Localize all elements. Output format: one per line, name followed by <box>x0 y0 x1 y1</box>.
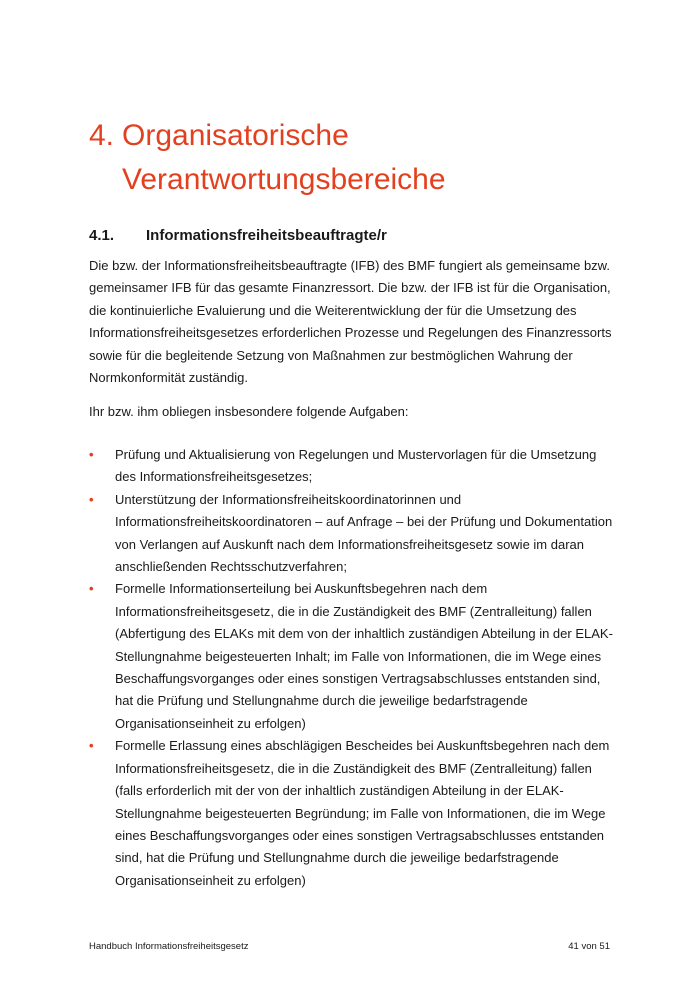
bullet-marker: • <box>89 447 94 462</box>
chapter-title <box>89 114 649 202</box>
list-item-text: Prüfung und Aktualisierung von Regelungen und Mustervorlagen für die Umsetzung des Informationsfreiheitsgesetzes; <box>115 447 597 485</box>
page-footer <box>89 940 610 954</box>
list-item-text: Formelle Erlassung eines abschlägigen Bescheides bei Auskunftsbegehren nach dem Informationsfreiheitsgesetz, die in die Zuständigkeit des BMF (Zentralleitung) fallen (falls erforderlich mit der von der inhaltlich zuständigen Abteilung in der ELAK-Stellungnahme beigesteuerten Begründung; im Falle von Informationen, die im Wege eines Beschaffungsvorganges oder eines sonstigen Vertragsabschlusses entstanden sind, hat die Prüfung und Stellungnahme durch die jeweilige bedarfstragende Organisationseinheit zu erfolgen) <box>115 738 610 888</box>
body-paragraph-ifb-role: Die bzw. der Informationsfreiheitsbeauftragte (IFB) des BMF fungiert als gemeinsame bzw. gemeinsamer IFB für das gesamte Finanzressort. Die bzw. der IFB ist für die Organisation, die kontinuierliche Evaluierung und die Weiterentwicklung der für die Umsetzung des Informationsfreiheitsgesetzes erforderlichen Prozesse und Regelungen des Finanzressorts sowie für die begleitende Setzung von Maßnahmen zur bestmöglichen Wahrung der Normkonformität zuständig. <box>89 258 612 386</box>
list-item-text: Unterstützung der Informationsfreiheitskoordinatorinnen und Informationsfreiheitskoordinatoren – auf Anfrage – bei der Prüfung und Dokumentation von Verlangen auf Auskunft nach dem Informationsfreiheitsgesetz sowie im daran anschließenden Rechtsschutzverfahren; <box>115 491 613 575</box>
task-list <box>89 444 619 892</box>
section-heading <box>89 225 619 247</box>
bullet-marker: • <box>89 581 94 597</box>
bullet-marker: • <box>89 738 94 754</box>
section-number: 4.1. <box>89 227 115 245</box>
list-item-text: Formelle Informationserteilung bei Auskunftsbegehren nach dem Informationsfreiheitsgesetz, die in die Zuständigkeit des BMF (Zentralleitung) fallen (Abfertigung des ELAKs mit dem von der inhaltlich zuständigen Abteilung in der ELAK-Stellungnahme beigesteuerten Inhalt; im Falle von Informationen, die im Wege eines Beschaffungsvorganges oder eines sonstigen Vertragsabschlusses entstanden sind, hat die Prüfung und Stellungnahme durch die jeweilige bedarfstragende Organisationseinheit zu erfolgen) <box>115 581 613 731</box>
chapter-number: 4. <box>89 119 115 153</box>
chapter-title-line2: Verantwortungsbereiche <box>122 163 446 197</box>
section-title: Informationsfreiheitsbeauftragte/r <box>146 227 387 245</box>
list-item <box>89 444 619 489</box>
bullet-marker: • <box>89 491 94 507</box>
chapter-title-line1: Organisatorische <box>122 119 349 153</box>
footer-page-number: 41 von 51 <box>568 941 610 952</box>
footer-document-title: Handbuch Informationsfreiheitsgesetz <box>89 941 249 952</box>
list-item <box>89 489 619 579</box>
list-item <box>89 735 619 892</box>
body-paragraph-tasks-intro: Ihr bzw. ihm obliegen insbesondere folgende Aufgaben: <box>89 404 409 419</box>
list-item <box>89 578 619 735</box>
